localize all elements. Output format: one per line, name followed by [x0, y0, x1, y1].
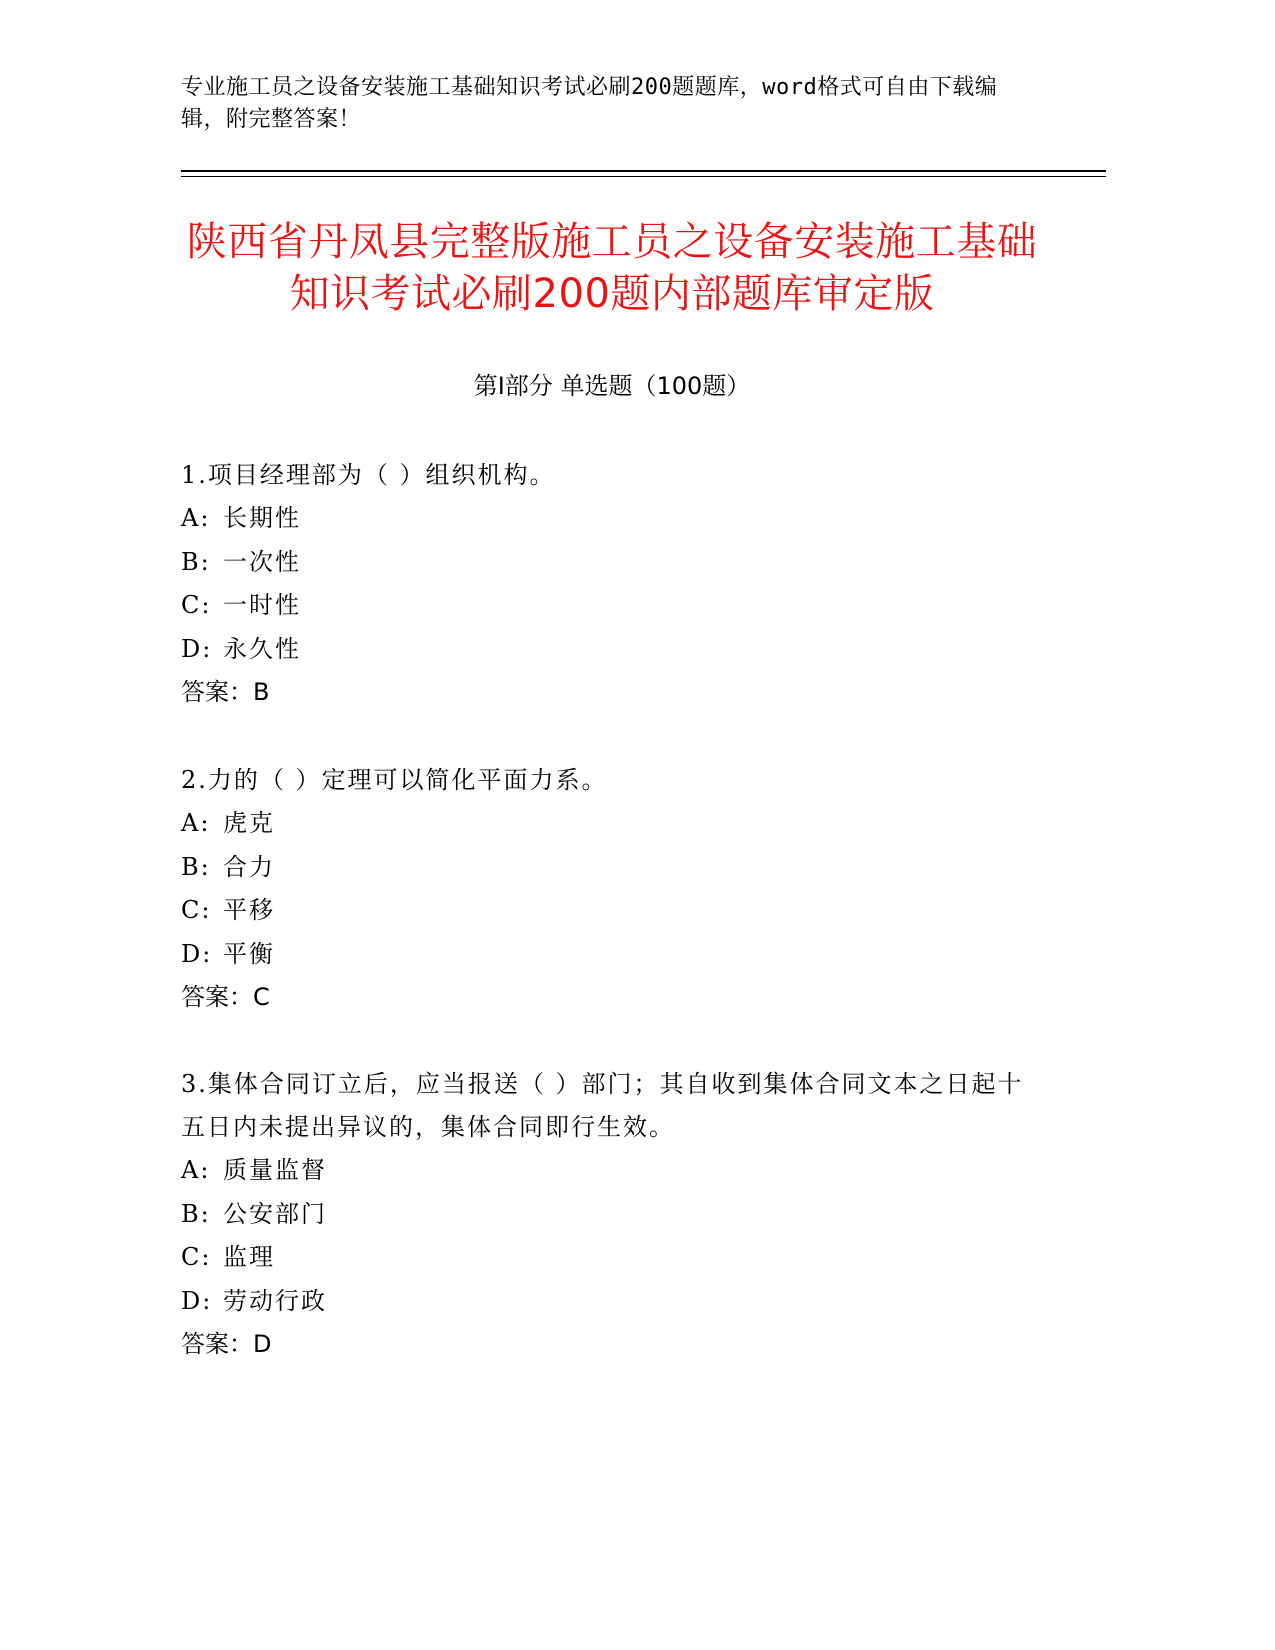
option-text: 一次性: [223, 547, 301, 576]
option-b: [181, 846, 1041, 890]
option-d: [181, 933, 1041, 977]
question-stem: 1.项目经理部为（ ）组织机构。: [181, 461, 556, 489]
answer-line: 答案：C: [181, 983, 270, 1011]
option-key: B:: [181, 1199, 211, 1228]
option-key: A:: [181, 1156, 211, 1184]
option-a: [181, 1149, 1041, 1193]
option-key: B:: [181, 852, 211, 881]
question-3: [181, 1063, 1041, 1367]
option-text: 长期性: [223, 504, 301, 532]
option-key: A:: [181, 504, 211, 532]
option-c: [181, 1236, 1041, 1280]
option-key: C:: [181, 896, 212, 924]
option-b: [181, 541, 1041, 585]
option-key: C:: [181, 591, 212, 619]
option-b: [181, 1193, 1041, 1237]
option-text: 平移: [223, 896, 275, 924]
option-text: 虎克: [223, 809, 275, 837]
option-key: C:: [181, 1243, 212, 1271]
option-text: 合力: [223, 852, 275, 881]
option-key: A:: [181, 809, 211, 837]
question-2: [181, 759, 1041, 1020]
option-d: [181, 1280, 1041, 1324]
option-text: 劳动行政: [223, 1286, 327, 1315]
option-text: 平衡: [223, 939, 275, 968]
option-d: [181, 628, 1041, 672]
answer-line: 答案：B: [181, 678, 270, 706]
option-text: 质量监督: [223, 1156, 327, 1184]
option-text: 一时性: [223, 591, 301, 619]
option-text: 公安部门: [223, 1199, 327, 1228]
option-a: [181, 497, 1041, 541]
option-text: 永久性: [223, 634, 301, 663]
question-stem: 3.集体合同订立后，应当报送（ ）部门；其自收到集体合同文本之日起十五日内未提出异议的，集体合同即行生效。: [181, 1070, 1024, 1141]
option-a: [181, 802, 1041, 846]
header-note: 专业施工员之设备安装施工基础知识考试必刷200题题库，word格式可自由下载编辑，附完整答案！: [181, 75, 998, 132]
header-divider-thin: [181, 176, 1106, 177]
document-title: 陕西省丹凤县完整版施工员之设备安装施工基础知识考试必刷200题内部题库审定版: [186, 219, 1038, 317]
option-key: D:: [181, 634, 213, 663]
section-heading: 第Ⅰ部分 单选题（100题）: [473, 372, 751, 400]
option-c: [181, 584, 1041, 628]
option-key: D:: [181, 939, 213, 968]
header-divider-thick: [181, 170, 1106, 172]
option-key: D:: [181, 1286, 213, 1315]
question-stem: 2.力的（ ）定理可以简化平面力系。: [181, 766, 608, 794]
option-text: 监理: [223, 1243, 275, 1271]
option-c: [181, 889, 1041, 933]
question-1: [181, 454, 1041, 715]
answer-line: 答案：D: [181, 1330, 272, 1358]
option-key: B:: [181, 547, 211, 576]
